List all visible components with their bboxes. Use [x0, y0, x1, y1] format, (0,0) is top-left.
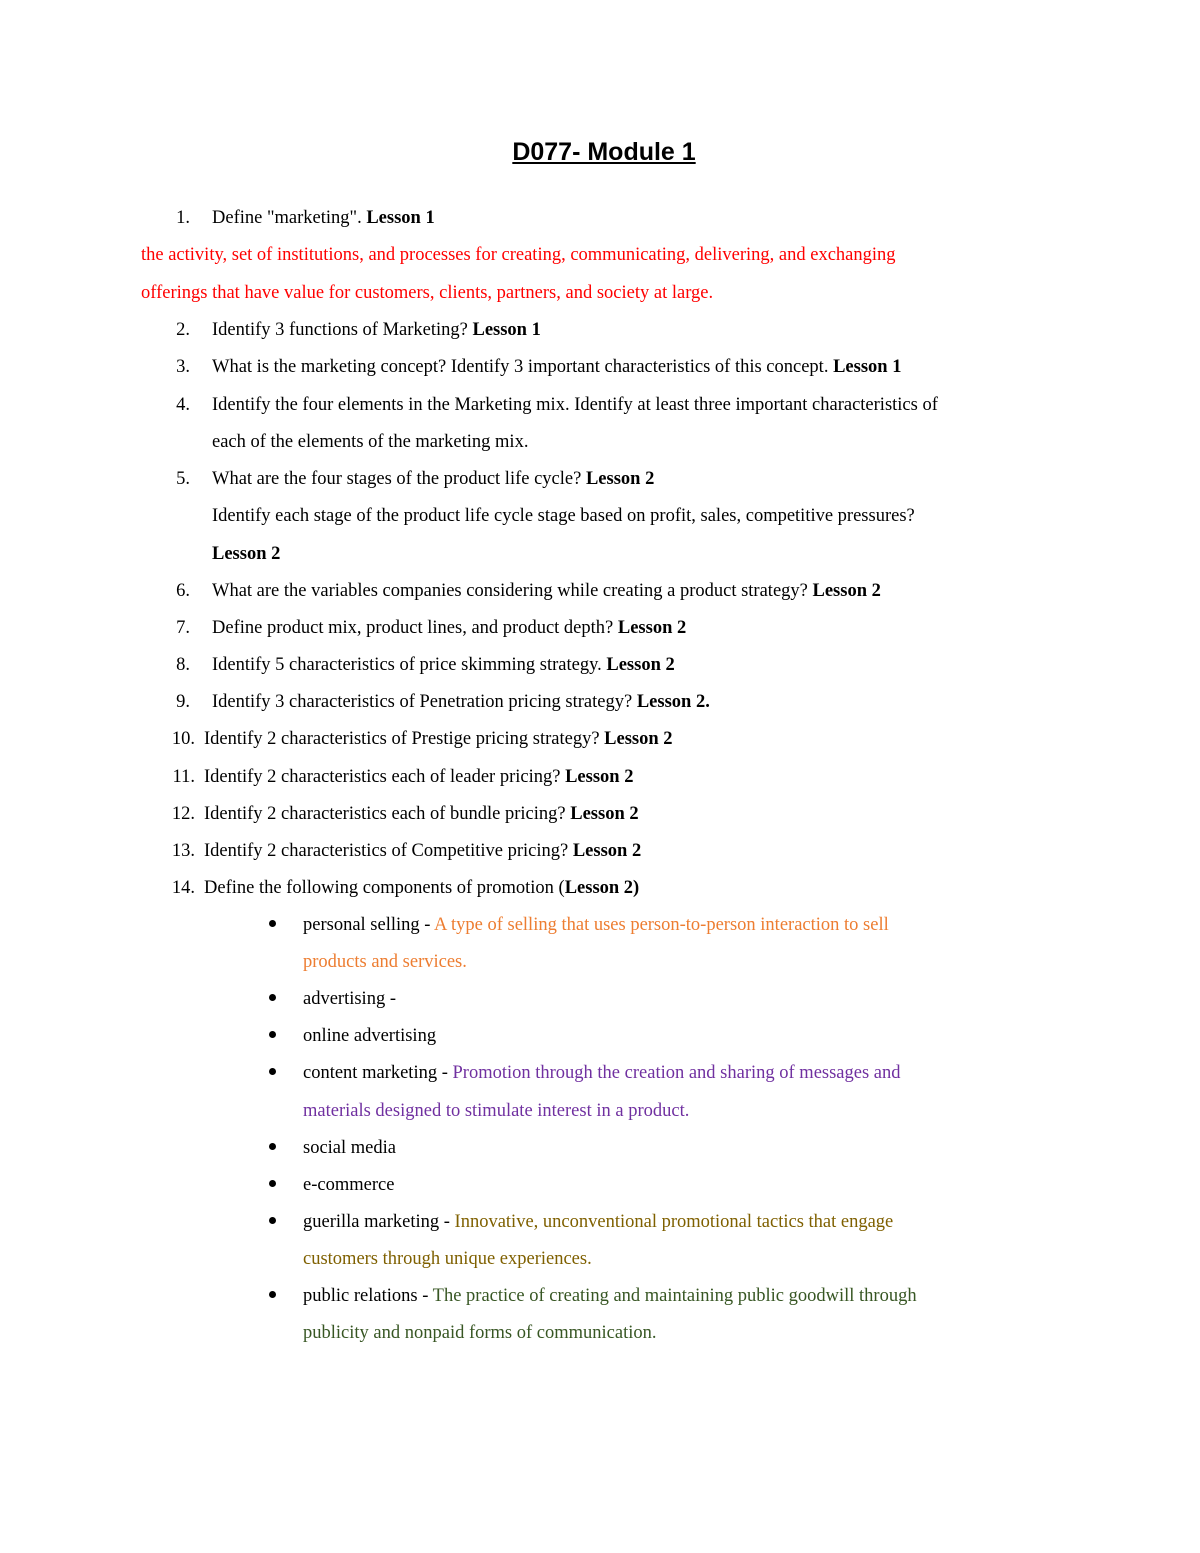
component-term: online advertising	[303, 1026, 437, 1046]
bullet-icon	[269, 1143, 276, 1150]
question-text: Define product mix, product lines, and product depth?	[212, 618, 618, 638]
item-number: 14.	[171, 878, 195, 898]
question-text: Identify 2 characteristics of Competitive pricing?	[204, 841, 573, 861]
component-definition-continued: publicity and nonpaid forms of communication.	[303, 1323, 657, 1343]
component-term: e-commerce	[303, 1175, 395, 1195]
question-item	[212, 467, 654, 491]
question-text: Define "marketing".	[212, 208, 367, 228]
component-term: content marketing -	[303, 1063, 453, 1083]
answer-text: offerings that have value for customers, clients, partners, and society at large.	[141, 283, 714, 303]
question-item	[212, 579, 881, 603]
lesson-label: Lesson 2)	[564, 878, 640, 898]
question-text: What is the marketing concept? Identify 3 important characteristics of this concept.	[212, 357, 834, 377]
answer-text: the activity, set of institutions, and processes for creating, communicating, delivering, and exchanging	[141, 245, 896, 265]
component-term: social media	[303, 1138, 396, 1158]
item-number: 1.	[176, 208, 190, 228]
question-text: Identify the four elements in the Marketing mix. Identify at least three important characteristics of	[212, 395, 938, 415]
question-text: What are the four stages of the product life cycle?	[212, 469, 586, 489]
component-item	[303, 913, 889, 937]
lesson-label: Lesson 2	[585, 469, 655, 489]
question-item	[204, 876, 639, 900]
item-number: 7.	[176, 618, 190, 638]
component-definition: A type of selling that uses person-to-person interaction to sell	[434, 915, 889, 935]
component-item	[303, 1284, 917, 1308]
lesson-label: Lesson 2	[572, 841, 642, 861]
component-item	[303, 1061, 901, 1085]
item-number: 6.	[176, 581, 190, 601]
question-item	[204, 802, 639, 826]
lesson-label: Lesson 2.	[636, 692, 710, 712]
component-term: guerilla marketing -	[303, 1212, 455, 1232]
question-text: Identify 3 functions of Marketing?	[212, 320, 473, 340]
item-number: 11.	[172, 767, 195, 787]
question-text-continued: each of the elements of the marketing mix.	[212, 432, 529, 452]
question-item	[212, 206, 435, 230]
item-number: 13.	[171, 841, 195, 861]
question-item	[212, 616, 686, 640]
question-item	[212, 690, 710, 714]
component-item	[303, 1210, 893, 1234]
bullet-icon	[269, 994, 276, 1001]
question-item	[204, 727, 673, 751]
bullet-icon	[269, 1031, 276, 1038]
lesson-label: Lesson 2	[606, 655, 675, 675]
lesson-label: Lesson 2	[812, 581, 881, 601]
component-definition-continued: products and services.	[303, 952, 467, 972]
question-item	[212, 355, 901, 379]
item-number: 10.	[171, 729, 195, 749]
document-title: D077- Module 1	[512, 138, 696, 166]
question-item	[212, 318, 541, 342]
item-number: 12.	[171, 804, 195, 824]
lesson-label: Lesson 1	[472, 320, 541, 340]
question-text: Identify 2 characteristics each of leader pricing?	[204, 767, 566, 787]
question-text: Define the following components of promotion (	[204, 878, 565, 898]
question-item	[212, 653, 675, 677]
lesson-label: Lesson 2	[617, 618, 687, 638]
component-definition: Innovative, unconventional promotional tactics that engage	[454, 1212, 894, 1232]
item-number: 8.	[176, 655, 190, 675]
component-term: personal selling -	[303, 915, 435, 935]
question-text: Identify 2 characteristics of Prestige pricing strategy?	[204, 729, 605, 749]
question-text: Identify 5 characteristics of price skimming strategy.	[212, 655, 607, 675]
question-text: Identify 2 characteristics each of bundle pricing?	[204, 804, 571, 824]
component-definition: The practice of creating and maintaining public goodwill through	[432, 1286, 917, 1306]
question-text-continued: Identify each stage of the product life cycle stage based on profit, sales, competitive pressures?	[212, 506, 915, 526]
question-item	[204, 839, 641, 863]
lesson-label: Lesson 2	[604, 729, 673, 749]
lesson-label: Lesson 1	[366, 208, 435, 228]
lesson-label: Lesson 1	[833, 357, 902, 377]
question-text: What are the variables companies considering while creating a product strategy?	[212, 581, 813, 601]
lesson-label: Lesson 2	[570, 804, 639, 824]
bullet-icon	[269, 1180, 276, 1187]
bullet-icon	[269, 1291, 276, 1298]
lesson-label: Lesson 2	[212, 544, 281, 564]
item-number: 4.	[176, 395, 190, 415]
component-term: public relations -	[303, 1286, 433, 1306]
component-definition: Promotion through the creation and sharing of messages and	[452, 1063, 901, 1083]
item-number: 3.	[176, 357, 190, 377]
item-number: 9.	[176, 692, 190, 712]
item-number: 5.	[176, 469, 190, 489]
component-term: advertising -	[303, 989, 396, 1009]
question-text: Identify 3 characteristics of Penetration pricing strategy?	[212, 692, 637, 712]
bullet-icon	[269, 920, 276, 927]
bullet-icon	[269, 1217, 276, 1224]
bullet-icon	[269, 1068, 276, 1075]
component-definition-continued: materials designed to stimulate interest in a product.	[303, 1101, 690, 1121]
item-number: 2.	[176, 320, 190, 340]
question-item	[204, 765, 633, 789]
lesson-label: Lesson 2	[565, 767, 634, 787]
component-definition-continued: customers through unique experiences.	[303, 1249, 592, 1269]
